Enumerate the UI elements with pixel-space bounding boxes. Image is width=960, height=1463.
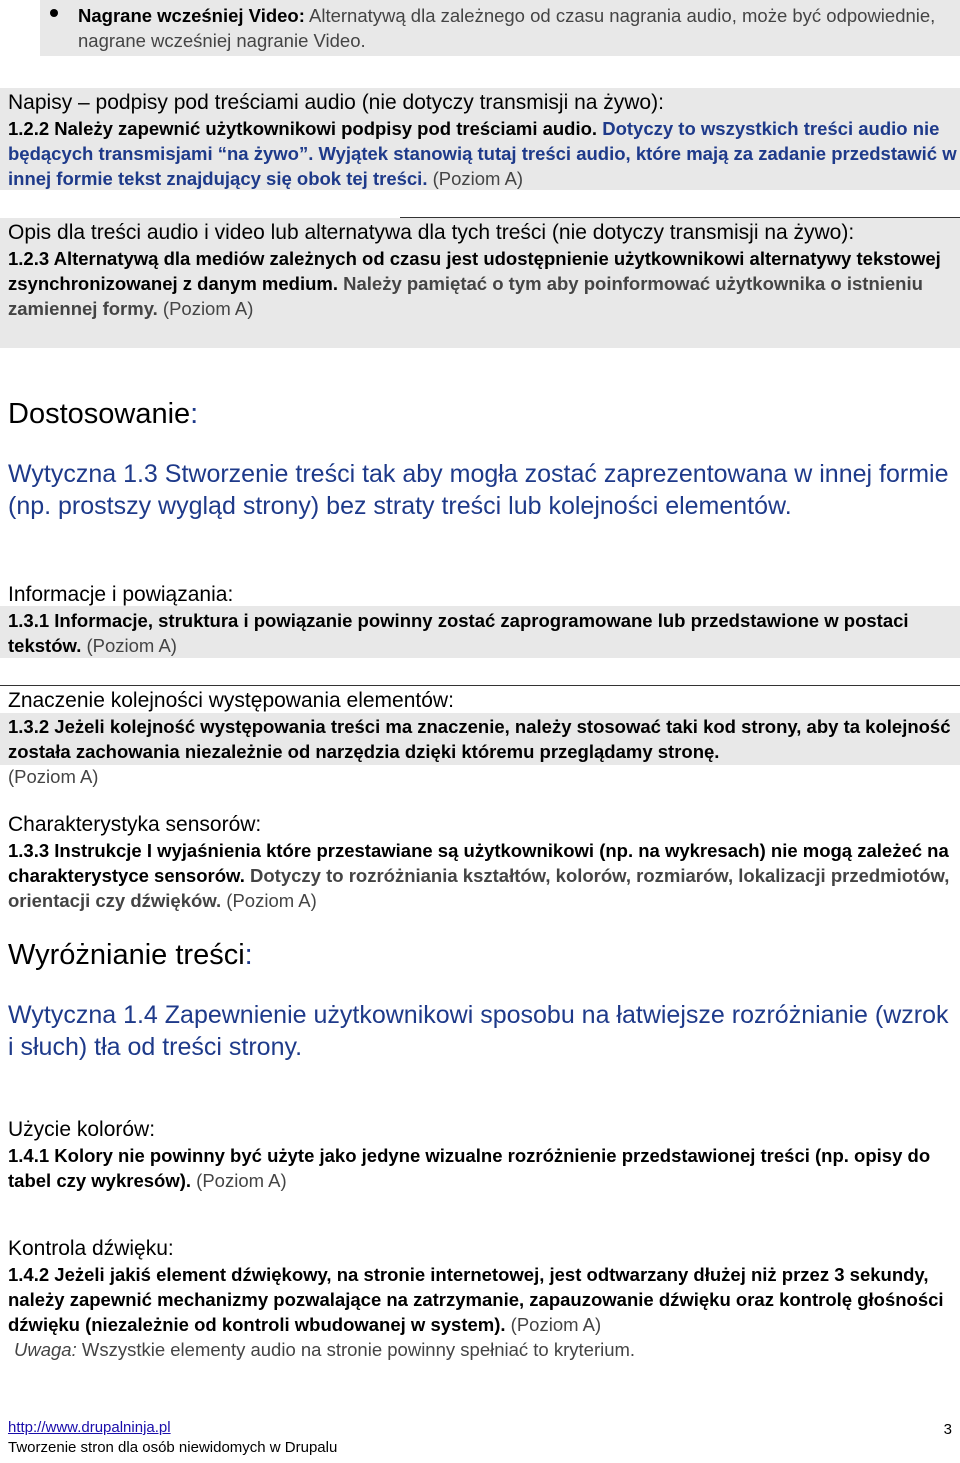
charakterystyka-paragraph — [8, 838, 960, 913]
guideline-1-3: Wytyczna 1.3 Stworzenie treści tak aby mogła zostać zaprezentowana w innej formie (np. prostszy wygląd strony) bez straty treści lub kolejności elementów. — [8, 460, 949, 520]
bullet-text: Alternatywą dla zależnego od czasu nagrania audio, może być odpowiednie, nagrane wcześniej nagranie Video. — [78, 5, 936, 51]
charakterystyka-p2: Dotyczy to rozróżniania kształtów, kolorów, rozmiarów, lokalizacji przedmiotów, orientacji czy dźwięków. — [8, 865, 950, 911]
dzwiek-heading: Kontrola dźwięku: — [8, 1237, 174, 1260]
info-level: (Poziom A) — [81, 635, 177, 656]
charakterystyka-section — [8, 812, 960, 913]
dostosowanie-text: Dostosowanie — [8, 398, 191, 430]
wyroznianie-colon: : — [244, 939, 253, 971]
info-text: 1.3.1 Informacje, struktura i powiązanie powinny zostać zaprogramowane lub przedstawione w postaci tekstów. — [8, 610, 909, 656]
opis-level: (Poziom A) — [157, 298, 254, 319]
footer-subtitle: Tworzenie stron dla osób niewidomych w Drupalu — [8, 1439, 338, 1456]
bullet-label: Nagrane wcześniej Video: — [78, 5, 305, 26]
znaczenie-paragraph: 1.3.2 Jeżeli kolejność występowania treści ma znaczenie, należy stosować taki kod strony, aby ta kolejność została zachowania niezależnie od narzędzia dzięki któremu przeglądamy stronę. — [8, 716, 951, 762]
dzwiek-note-text: Wszystkie elementy audio na stronie powinny spełniać to kryterium. — [76, 1339, 636, 1360]
bullet-item — [40, 3, 960, 53]
opis-section — [8, 220, 960, 321]
dostosowanie-title — [8, 397, 960, 431]
napisy-section — [8, 90, 960, 191]
dzwiek-level: (Poziom A) — [505, 1314, 602, 1335]
napisy-p2: Dotyczy to wszystkich treści audio nie będących transmisjami “na żywo”. — [8, 118, 940, 164]
kolory-text: 1.4.1 Kolory nie powinny być użyte jako jedyne wizualne rozróżnienie przedstawionej treści (np. opisy do tabel czy wykresów). — [8, 1145, 931, 1191]
info-paragraph — [8, 608, 960, 658]
opis-p1: 1.2.3 Alternatywą dla mediów zależnych od czasu jest udostępnienie użytkownikowi alternatywy tekstowej zsynchronizowanej z danym medium. — [8, 248, 941, 294]
napisy-heading: Napisy – podpisy pod treściami audio (nie dotyczy transmisji na żywo): — [8, 91, 664, 114]
znaczenie-section — [8, 688, 960, 789]
opis-paragraph — [8, 246, 960, 321]
kolory-heading: Użycie kolorów: — [8, 1118, 156, 1141]
znaczenie-rule — [0, 685, 960, 686]
kolory-section — [8, 1117, 960, 1193]
footer-link[interactable]: http://www.drupalninja.pl — [8, 1419, 171, 1436]
dzwiek-note — [8, 1337, 960, 1362]
napisy-level: (Poziom A) — [427, 168, 524, 189]
info-section — [8, 582, 960, 658]
dzwiek-note-label: Uwaga: — [14, 1339, 77, 1360]
charakterystyka-level: (Poziom A) — [221, 890, 317, 911]
guideline-1-4: Wytyczna 1.4 Zapewnienie użytkownikowi sposobu na łatwiejsze rozróżnianie (wzrok i słuch) tła od treści strony. — [8, 1001, 949, 1061]
opis-p2: Należy pamiętać o tym aby poinformować użytkownika o istnieniu zamiennej formy. — [8, 273, 923, 319]
znaczenie-level: (Poziom A) — [8, 766, 99, 787]
napisy-p1: 1.2.2 Należy zapewnić użytkownikowi podpisy pod treściami audio. — [8, 118, 598, 139]
dzwiek-paragraph — [8, 1262, 960, 1337]
kolory-paragraph — [8, 1143, 960, 1193]
napisy-paragraph — [8, 116, 960, 191]
dostosowanie-colon: : — [190, 398, 199, 430]
dzwiek-section — [8, 1236, 960, 1362]
dzwiek-text: 1.4.2 Jeżeli jakiś element dźwiękowy, na stronie internetowej, jest odtwarzany dłużej niż przez 3 sekundy, należy zapewnić mechanizmy pozwalające na zatrzymanie, zapauzowanie dźwięku oraz kontrolę głośności dźwięku (niezależnie od kontroli wbudowanej w system). — [8, 1264, 944, 1335]
charakterystyka-p1: 1.3.3 Instrukcje I wyjaśnienia które przestawiane są użytkownikowi (np. na wykresach) nie mogą zależeć na charakterystyce sensorów. — [8, 840, 949, 886]
info-heading: Informacje i powiązania: — [8, 583, 234, 606]
page-number: 3 — [943, 1421, 952, 1438]
napisy-p3: Wyjątek stanowią tutaj treści audio, które mają za zadanie przedstawić w innej formie tekst znajdujący się obok tej treści. — [8, 143, 957, 189]
opis-heading: Opis dla treści audio i video lub alternatywa dla tych treści (nie dotyczy transmisji na żywo): — [8, 221, 855, 244]
charakterystyka-heading: Charakterystyka sensorów: — [8, 813, 262, 836]
wyroznianie-text: Wyróżnianie treści — [8, 939, 245, 971]
wyroznianie-title — [8, 938, 960, 972]
page-footer — [8, 1418, 952, 1458]
znaczenie-heading: Znaczenie kolejności występowania elementów: — [8, 689, 454, 712]
kolory-level: (Poziom A) — [191, 1170, 287, 1191]
bullet-dot-icon — [50, 9, 58, 17]
